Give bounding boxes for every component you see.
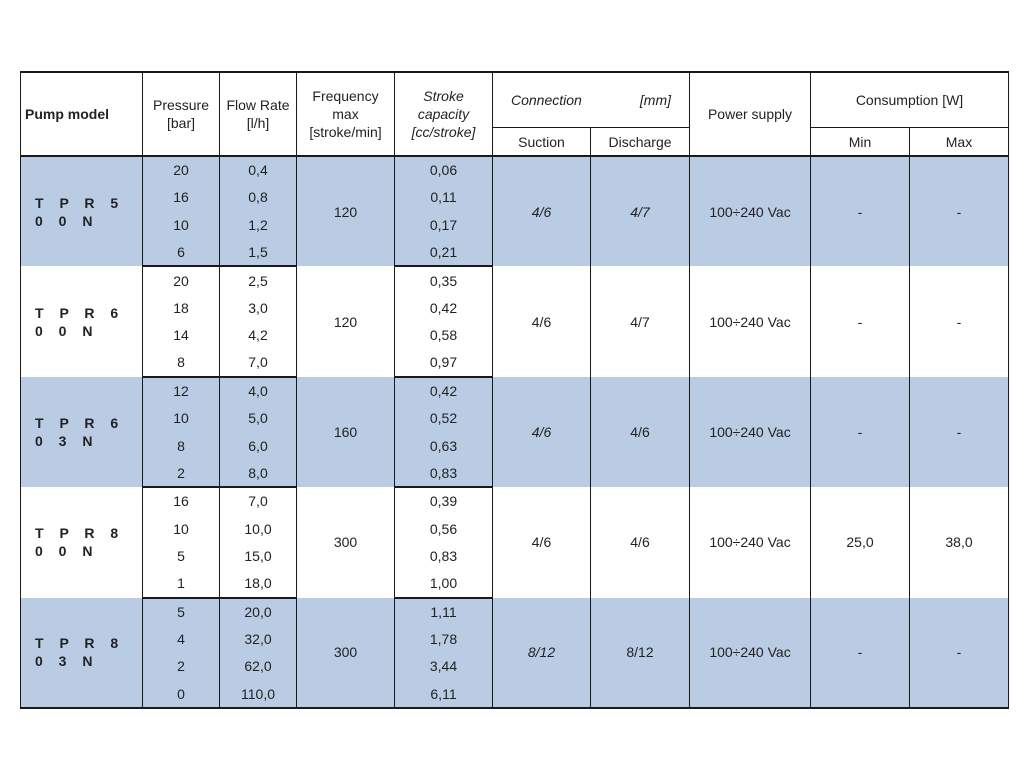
cell-consumption-max: 38,0 (910, 487, 1009, 597)
cell-pressure: 1 (143, 570, 220, 598)
cell-consumption-min: - (811, 156, 910, 266)
cell-power-supply: 100÷240 Vac (690, 156, 811, 266)
cell-discharge: 4/7 (591, 266, 690, 376)
header-frequency-line1: Frequency (312, 88, 379, 104)
cell-pressure: 8 (143, 349, 220, 377)
header-pressure-label: Pressure (152, 97, 210, 113)
cell-flow-rate: 6,0 (220, 432, 297, 460)
cell-flow-rate: 5,0 (220, 404, 297, 432)
cell-consumption-max: - (910, 156, 1009, 266)
header-connection-label: Connection (511, 92, 582, 108)
cell-power-supply: 100÷240 Vac (690, 266, 811, 376)
header-frequency-line2: max (332, 106, 359, 122)
cell-pressure: 2 (143, 653, 220, 681)
cell-pressure: 14 (143, 322, 220, 350)
cell-stroke-capacity: 0,83 (395, 460, 493, 488)
cell-stroke-capacity: 0,35 (395, 266, 493, 294)
cell-discharge: 4/6 (591, 377, 690, 487)
cell-flow-rate: 1,5 (220, 239, 297, 267)
cell-consumption-min: - (811, 266, 910, 376)
cell-power-supply: 100÷240 Vac (690, 377, 811, 487)
cell-consumption-max: - (910, 266, 1009, 376)
header-stroke-line1: Stroke (423, 88, 464, 104)
header-pressure-unit: [bar] (166, 115, 195, 131)
header-consumption-min: Min (811, 128, 910, 157)
cell-flow-rate: 7,0 (220, 349, 297, 377)
cell-stroke-capacity: 0,11 (395, 184, 493, 212)
cell-power-supply: 100÷240 Vac (690, 487, 811, 597)
cell-stroke-capacity: 0,52 (395, 404, 493, 432)
cell-flow-rate: 10,0 (220, 515, 297, 543)
cell-stroke-capacity: 0,39 (395, 487, 493, 515)
cell-suction: 4/6 (493, 156, 591, 266)
cell-stroke-capacity: 0,06 (395, 156, 493, 184)
cell-flow-rate: 8,0 (220, 460, 297, 488)
cell-frequency: 160 (297, 377, 395, 487)
cell-pressure: 8 (143, 432, 220, 460)
cell-stroke-capacity: 0,97 (395, 349, 493, 377)
cell-flow-rate: 20,0 (220, 598, 297, 626)
cell-pressure: 2 (143, 460, 220, 488)
header-stroke-unit: [cc/stroke] (411, 124, 476, 140)
table-body (21, 156, 1009, 708)
cell-pressure: 18 (143, 294, 220, 322)
cell-pressure: 10 (143, 404, 220, 432)
cell-pressure: 0 (143, 680, 220, 708)
cell-stroke-capacity: 0,21 (395, 239, 493, 267)
cell-frequency: 120 (297, 156, 395, 266)
cell-pressure: 5 (143, 542, 220, 570)
cell-suction: 4/6 (493, 377, 591, 487)
cell-suction: 4/6 (493, 487, 591, 597)
header-flow-rate (220, 72, 297, 156)
cell-stroke-capacity: 3,44 (395, 653, 493, 681)
cell-stroke-capacity: 0,83 (395, 542, 493, 570)
cell-pressure: 16 (143, 184, 220, 212)
cell-discharge: 4/7 (591, 156, 690, 266)
cell-flow-rate: 110,0 (220, 680, 297, 708)
cell-stroke-capacity: 6,11 (395, 680, 493, 708)
header-pump-model: Pump model (21, 72, 143, 156)
cell-flow-rate: 62,0 (220, 653, 297, 681)
table-row (21, 598, 1009, 626)
header-flow-rate-unit: [l/h] (246, 115, 270, 131)
header-connection-unit: [mm] (639, 92, 671, 108)
cell-flow-rate: 0,8 (220, 184, 297, 212)
table-row (21, 156, 1009, 184)
cell-pump-model: T P R 8 0 0 N (21, 487, 143, 597)
table-row (21, 377, 1009, 405)
header-suction: Suction (493, 128, 591, 157)
cell-consumption-min: - (811, 598, 910, 709)
cell-pressure: 10 (143, 515, 220, 543)
cell-pressure: 12 (143, 377, 220, 405)
pump-spec-table (20, 71, 1009, 709)
header-flow-rate-label: Flow Rate (226, 97, 290, 113)
cell-consumption-min: - (811, 377, 910, 487)
cell-flow-rate: 7,0 (220, 487, 297, 515)
cell-suction: 4/6 (493, 266, 591, 376)
cell-discharge: 8/12 (591, 598, 690, 709)
cell-pressure: 20 (143, 266, 220, 294)
table-header (21, 72, 1009, 156)
header-discharge: Discharge (591, 128, 690, 157)
cell-stroke-capacity: 1,11 (395, 598, 493, 626)
cell-flow-rate: 3,0 (220, 294, 297, 322)
cell-stroke-capacity: 0,42 (395, 377, 493, 405)
cell-pressure: 6 (143, 239, 220, 267)
cell-frequency: 300 (297, 598, 395, 709)
header-pressure (143, 72, 220, 156)
cell-flow-rate: 18,0 (220, 570, 297, 598)
cell-flow-rate: 1,2 (220, 211, 297, 239)
table-row (21, 266, 1009, 294)
cell-pressure: 4 (143, 625, 220, 653)
cell-power-supply: 100÷240 Vac (690, 598, 811, 709)
header-power-supply: Power supply (690, 72, 811, 156)
cell-consumption-max: - (910, 598, 1009, 709)
header-consumption-max: Max (910, 128, 1009, 157)
cell-pump-model: T P R 5 0 0 N (21, 156, 143, 266)
cell-discharge: 4/6 (591, 487, 690, 597)
cell-flow-rate: 0,4 (220, 156, 297, 184)
cell-flow-rate: 4,0 (220, 377, 297, 405)
cell-pressure: 16 (143, 487, 220, 515)
cell-flow-rate: 32,0 (220, 625, 297, 653)
cell-flow-rate: 4,2 (220, 322, 297, 350)
cell-pressure: 5 (143, 598, 220, 626)
cell-stroke-capacity: 0,58 (395, 322, 493, 350)
cell-frequency: 120 (297, 266, 395, 376)
cell-flow-rate: 2,5 (220, 266, 297, 294)
cell-stroke-capacity: 0,63 (395, 432, 493, 460)
cell-pressure: 20 (143, 156, 220, 184)
header-frequency (297, 72, 395, 156)
cell-flow-rate: 15,0 (220, 542, 297, 570)
cell-stroke-capacity: 1,00 (395, 570, 493, 598)
cell-consumption-min: 25,0 (811, 487, 910, 597)
header-stroke-line2: capacity (417, 106, 470, 122)
cell-stroke-capacity: 1,78 (395, 625, 493, 653)
cell-suction: 8/12 (493, 598, 591, 709)
header-stroke-capacity (395, 72, 493, 156)
header-consumption: Consumption [W] (811, 72, 1009, 128)
cell-pump-model: T P R 8 0 3 N (21, 598, 143, 709)
cell-pressure: 10 (143, 211, 220, 239)
cell-frequency: 300 (297, 487, 395, 597)
cell-consumption-max: - (910, 377, 1009, 487)
header-connection (493, 72, 690, 128)
cell-pump-model: T P R 6 0 0 N (21, 266, 143, 376)
cell-pump-model: T P R 6 0 3 N (21, 377, 143, 487)
header-frequency-unit: [stroke/min] (309, 124, 382, 140)
cell-stroke-capacity: 0,42 (395, 294, 493, 322)
cell-stroke-capacity: 0,17 (395, 211, 493, 239)
table-row (21, 487, 1009, 515)
cell-stroke-capacity: 0,56 (395, 515, 493, 543)
